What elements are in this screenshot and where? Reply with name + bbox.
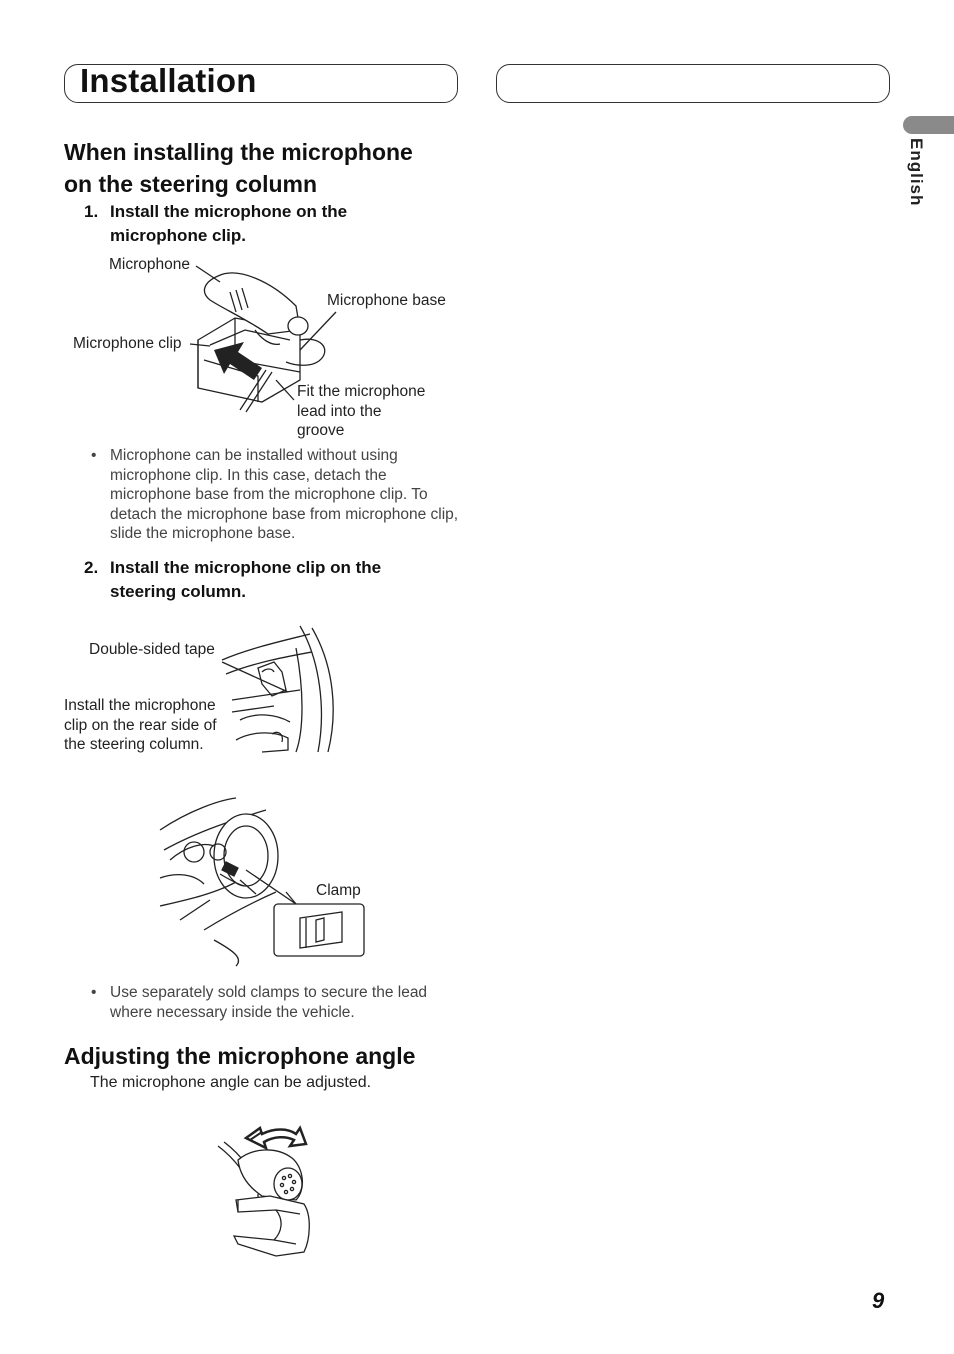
label-fit-lead-line3: groove (297, 422, 345, 439)
page-title: Installation (80, 62, 257, 99)
label-install-rear-side-line2: clip on the rear side of (64, 716, 217, 734)
section-heading-line2: on the steering column (64, 171, 318, 197)
label-fit-lead-line2: lead into the (297, 402, 382, 420)
step-2-text: Install the microphone clip on the steering column. (110, 558, 382, 601)
label-double-sided-tape: Double-sided tape (89, 641, 215, 658)
step-2-number: 2. (84, 558, 99, 577)
step-1-number: 1. (84, 202, 99, 221)
label-install-rear-side-line1: Install the microphone (64, 697, 216, 714)
section-heading-microphone-angle: Adjusting the microphone angle (64, 1043, 416, 1069)
note-text: Microphone can be installed without using microphone clip. In this case, detach the microphone base from the microphone clip. To detach the microphone base from microphone clip, slide the microphone base. (110, 447, 459, 542)
angle-adjust-text: The microphone angle can be adjusted. (90, 1074, 372, 1091)
label-microphone-clip: Microphone clip (73, 335, 182, 352)
language-label: English (907, 138, 926, 207)
label-microphone: Microphone (109, 256, 190, 273)
label-install-rear-side-line3: the steering column. (64, 736, 204, 753)
label-fit-lead-line1: Fit the microphone (297, 383, 426, 400)
page-number: 9 (872, 1288, 885, 1313)
step-1-text: Install the microphone on the microphone clip. (110, 202, 348, 245)
note-clamps-bullet: • (91, 984, 97, 1001)
label-clamp: Clamp (316, 882, 361, 899)
note-clamps-text: Use separately sold clamps to secure the lead where necessary inside the vehicle. (110, 984, 428, 1021)
section-heading-line1: When installing the microphone (64, 139, 413, 165)
note-bullet: • (91, 447, 97, 464)
label-microphone-base: Microphone base (327, 292, 446, 309)
